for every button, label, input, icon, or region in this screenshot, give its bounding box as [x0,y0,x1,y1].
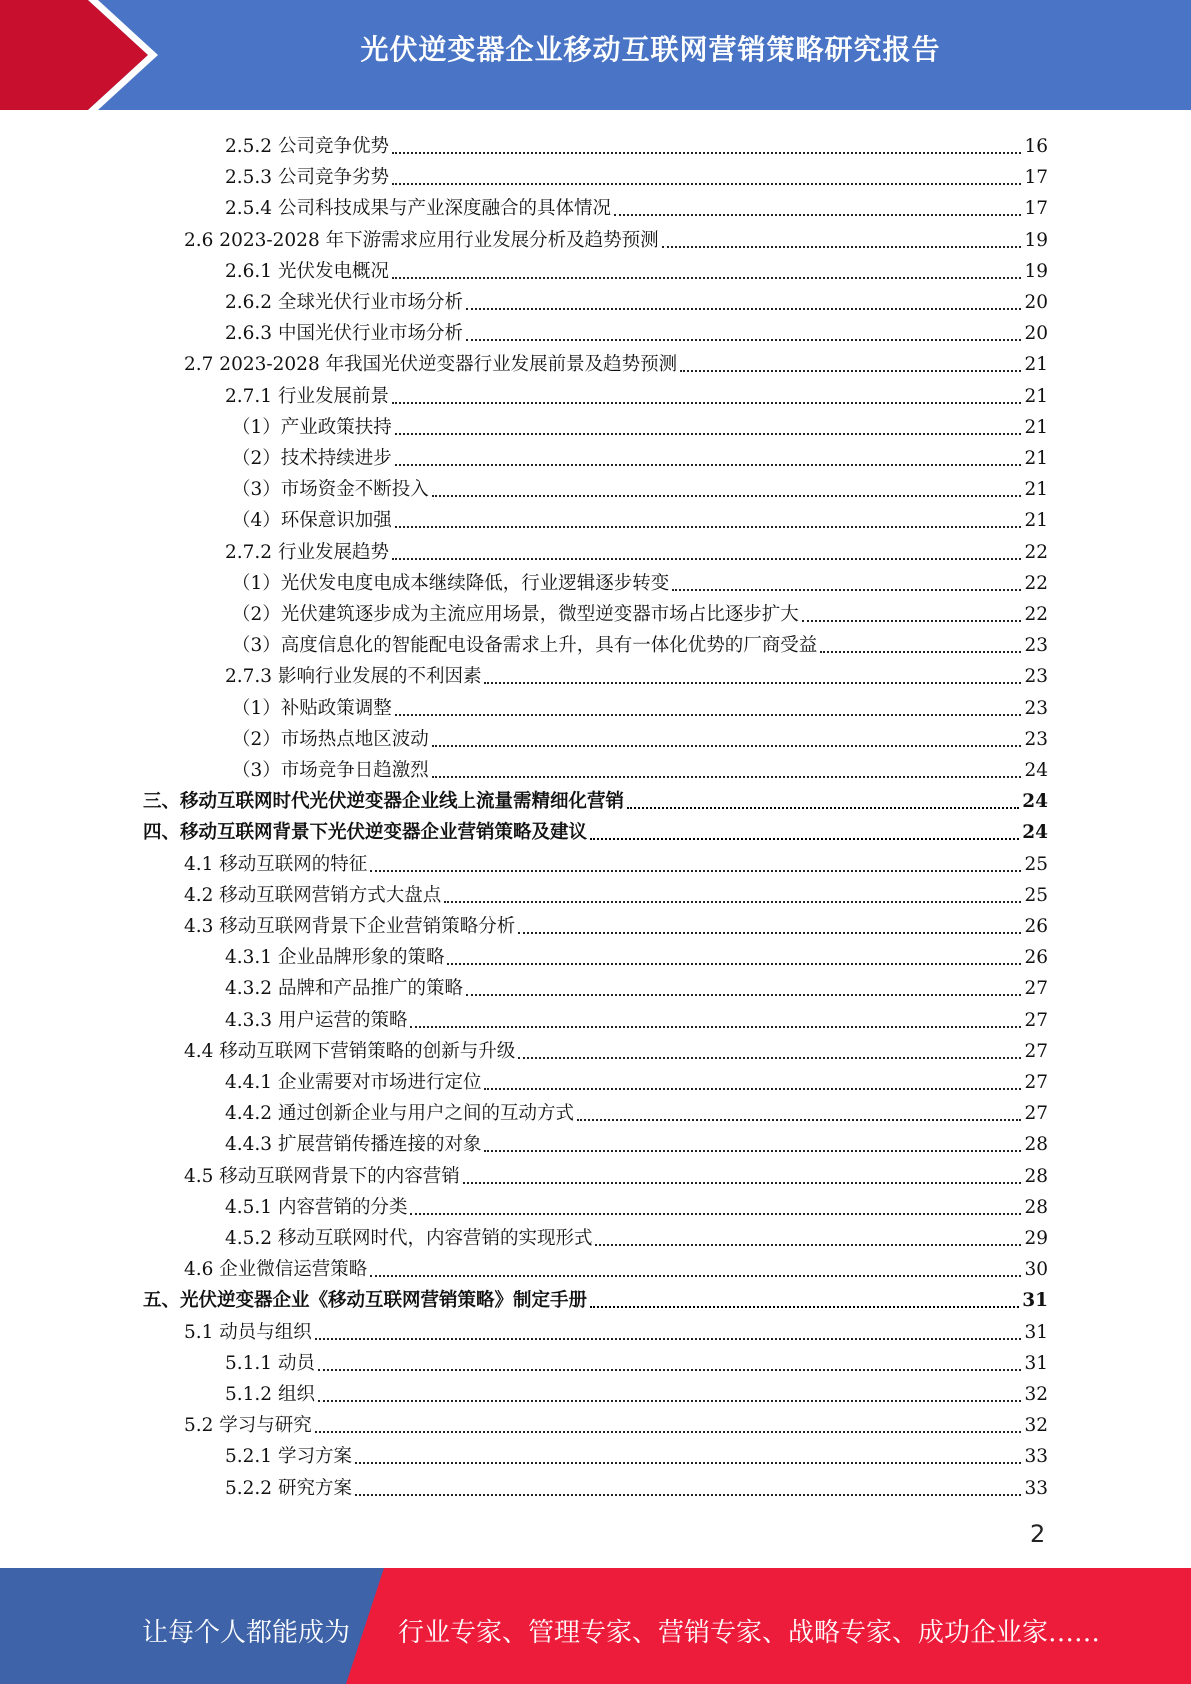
toc-leader-dots [315,1336,1022,1340]
toc-entry-page: 26 [1024,947,1048,969]
toc-entry[interactable] [225,1189,1048,1220]
toc-entry-label: （1）光伏发电度电成本继续降低，行业逻辑逐步转变 [232,572,670,594]
page-header [0,0,1191,110]
toc-entry-label: 2.7.1 行业发展前景 [225,385,389,407]
toc-leader-dots [395,431,1022,435]
toc-entry-page: 23 [1024,728,1048,750]
toc-entry-page: 28 [1024,1134,1048,1156]
toc-entry-label: 4.1 移动互联网的特征 [184,853,368,875]
toc-entry-label: 2.7.3 影响行业发展的不利因素 [225,666,482,688]
toc-leader-dots [447,961,1021,965]
toc-entry-label: 5.1 动员与组织 [184,1321,312,1343]
toc-leader-dots [318,1398,1022,1402]
toc-entry-label: 4.5.2 移动互联网时代，内容营销的实现形式 [225,1228,593,1249]
toc-leader-dots [466,306,1021,310]
toc-entry[interactable] [232,565,1048,596]
toc-entry[interactable] [225,970,1048,1001]
toc-entry-label: 4.3.2 品牌和产品推广的策略 [225,978,463,1000]
toc-entry[interactable] [225,253,1048,284]
toc-entry-page: 33 [1024,1477,1048,1499]
footer-slogan-right: 行业专家、管理专家、营销专家、战略专家、成功企业家…… [398,1618,1101,1648]
toc-entry-label: （2）技术持续进步 [232,448,392,469]
toc-entry-page: 21 [1024,354,1048,376]
toc-leader-dots [315,1429,1022,1433]
toc-leader-dots [395,524,1022,528]
toc-entry-label: 2.6.3 中国光伏行业市场分析 [225,323,463,345]
toc-entry-page: 22 [1024,541,1048,563]
toc-leader-dots [432,743,1022,747]
toc-leader-dots [802,618,1022,622]
toc-leader-dots [395,712,1022,716]
toc-entry-page: 19 [1024,229,1048,251]
toc-entry-label: （1）补贴政策调整 [232,697,392,719]
toc-entry-page: 27 [1024,978,1048,1000]
toc-entry[interactable] [143,814,1048,845]
toc-entry-page: 27 [1024,1072,1048,1093]
toc-entry-label: （2）光伏建筑逐步成为主流应用场景，微型逆变器市场占比逐步扩大 [232,604,799,625]
toc-entry[interactable] [184,908,1048,939]
toc-entry-page: 30 [1024,1259,1048,1281]
toc-entry-label: （4）环保意识加强 [232,510,392,532]
toc-leader-dots [392,556,1021,560]
toc-entry[interactable] [225,315,1048,346]
toc-entry-page: 27 [1024,1040,1048,1062]
toc-entry-page: 20 [1024,292,1048,313]
toc-entry[interactable] [184,346,1048,377]
toc-entry[interactable] [184,222,1048,253]
toc-leader-dots [466,992,1021,996]
toc-entry-label: 5.2.1 学习方案 [225,1446,352,1468]
toc-entry-label: 五、光伏逆变器企业《移动互联网营销策略》制定手册 [143,1290,588,1312]
toc-entry[interactable] [225,1002,1048,1033]
toc-leader-dots [432,774,1022,778]
toc-entry[interactable] [184,1033,1048,1064]
toc-entry-page: 21 [1024,479,1048,501]
toc-leader-dots [484,1086,1021,1090]
toc-entry[interactable] [184,1314,1048,1345]
toc-entry[interactable] [232,596,1048,627]
toc-entry-label: （2）市场热点地区波动 [232,728,429,750]
toc-entry-label: 三、移动互联网时代光伏逆变器企业线上流量需精细化营销 [143,791,625,813]
toc-entry-page: 23 [1024,697,1048,719]
toc-entry[interactable] [225,534,1048,565]
toc-entry-label: 2.7 2023-2028 年我国光伏逆变器行业发展前景及趋势预测 [184,354,678,376]
toc-leader-dots [444,899,1021,903]
toc-entry-label: 2.6.2 全球光伏行业市场分析 [225,292,463,313]
toc-entry-page: 31 [1024,1321,1048,1343]
toc-entry[interactable] [184,1251,1048,1282]
toc-entry-page: 19 [1024,260,1048,282]
toc-entry-page: 26 [1024,916,1048,937]
toc-entry-page: 16 [1024,136,1048,157]
toc-entry-label: 2.7.2 行业发展趋势 [225,541,389,563]
toc-entry-page: 24 [1022,791,1048,813]
toc-entry[interactable] [225,1126,1048,1157]
toc-leader-dots [595,1242,1021,1246]
toc-leader-dots [392,400,1021,404]
toc-entry[interactable] [225,284,1048,315]
toc-leader-dots [662,244,1022,248]
toc-entry-label: 2.5.3 公司竞争劣势 [225,167,389,189]
toc-entry[interactable] [225,658,1048,689]
page-footer [0,1568,1191,1684]
toc-entry-page: 21 [1024,448,1048,469]
toc-leader-dots [370,1273,1021,1277]
toc-leader-dots [318,1367,1022,1371]
toc-entry-page: 32 [1024,1384,1048,1405]
toc-entry[interactable] [232,627,1048,658]
toc-leader-dots [395,462,1022,466]
toc-entry-label: 2.5.2 公司竞争优势 [225,136,389,157]
toc-entry-label: 4.4.1 企业需要对市场进行定位 [225,1072,482,1093]
toc-entry-page: 22 [1024,604,1048,625]
toc-entry-label: （3）高度信息化的智能配电设备需求上升，具有一体化优势的厂商受益 [232,635,818,657]
toc-entry-page: 20 [1024,323,1048,345]
toc-entry-label: 4.4.3 扩展营销传播连接的对象 [225,1134,482,1156]
toc-entry[interactable] [143,1282,1048,1313]
toc-entry[interactable] [143,783,1048,814]
toc-entry-page: 22 [1024,572,1048,594]
toc-leader-dots [463,1180,1022,1184]
toc-entry-page: 17 [1024,167,1048,189]
toc-entry[interactable] [225,939,1048,970]
page-number: 2 [1030,1520,1046,1548]
toc-entry[interactable] [184,1158,1048,1189]
toc-entry[interactable] [232,471,1048,502]
toc-leader-dots [614,212,1021,216]
toc-entry-page: 21 [1024,385,1048,407]
toc-entry-label: 2.6.1 光伏发电概况 [225,260,389,282]
toc-entry-page: 29 [1024,1228,1048,1249]
toc-entry-page: 28 [1024,1196,1048,1218]
toc-entry[interactable] [232,721,1048,752]
toc-leader-dots [518,930,1021,934]
footer-slogan-left: 让每个人都能成为 [142,1618,351,1648]
toc-entry[interactable] [225,159,1048,190]
toc-entry-page: 27 [1024,1103,1048,1125]
toc-leader-dots [370,868,1021,872]
toc-leader-dots [355,1460,1022,1464]
toc-entry[interactable] [225,1220,1048,1251]
toc-entry-label: （1）产业政策扶持 [232,416,392,438]
toc-leader-dots [410,1024,1021,1028]
toc-entry[interactable] [232,690,1048,721]
toc-entry-label: （3）市场竞争日趋激烈 [232,760,429,781]
toc-leader-dots [590,1304,1019,1308]
toc-entry-label: 5.2.2 研究方案 [225,1477,352,1499]
toc-entry-page: 21 [1024,416,1048,438]
toc-entry[interactable] [232,440,1048,471]
toc-entry-page: 32 [1024,1415,1048,1437]
toc-leader-dots [355,1492,1022,1496]
toc-entry[interactable] [225,1376,1048,1407]
toc-leader-dots [410,1211,1021,1215]
toc-entry-label: 5.1.1 动员 [225,1352,315,1374]
toc-entry-label: 4.2 移动互联网营销方式大盘点 [184,884,442,906]
toc-leader-dots [392,150,1021,154]
toc-entry-label: 4.3.1 企业品牌形象的策略 [225,947,445,969]
toc-entry-page: 24 [1022,822,1048,844]
toc-leader-dots [392,181,1021,185]
toc-entry-label: 四、移动互联网背景下光伏逆变器企业营销策略及建议 [143,822,588,844]
toc-leader-dots [672,587,1021,591]
toc-entry-page: 25 [1024,853,1048,875]
toc-entry[interactable] [232,502,1048,533]
toc-entry-label: 5.1.2 组织 [225,1384,315,1405]
toc-leader-dots [392,275,1021,279]
toc-entry-label: 5.2 学习与研究 [184,1415,312,1437]
toc-entry-label: 2.5.4 公司科技成果与产业深度融合的具体情况 [225,198,611,220]
toc-entry[interactable] [225,1064,1048,1095]
toc-leader-dots [518,1055,1021,1059]
toc-entry-page: 23 [1024,666,1048,688]
toc-leader-dots [432,493,1022,497]
toc-leader-dots [680,368,1021,372]
toc-entry-label: 2.6 2023-2028 年下游需求应用行业发展分析及趋势预测 [184,229,659,251]
toc-leader-dots [484,680,1021,684]
toc-entry[interactable] [225,1438,1048,1469]
toc-leader-dots [627,805,1019,809]
toc-leader-dots [466,337,1021,341]
toc-entry-page: 23 [1024,635,1048,657]
toc-leader-dots [820,649,1021,653]
toc-entry[interactable] [184,877,1048,908]
toc-leader-dots [484,1148,1021,1152]
toc-entry-page: 31 [1022,1290,1048,1312]
toc-entry[interactable] [225,128,1048,159]
toc-entry[interactable] [184,846,1048,877]
toc-entry-page: 24 [1024,760,1048,781]
toc-entry[interactable] [225,378,1048,409]
toc-entry-label: 4.5 移动互联网背景下的内容营销 [184,1165,460,1187]
toc-entry-label: 4.5.1 内容营销的分类 [225,1196,408,1218]
toc-entry[interactable] [225,1345,1048,1376]
toc-entry-label: 4.3 移动互联网背景下企业营销策略分析 [184,916,516,937]
toc-entry[interactable] [225,190,1048,221]
toc-entry-label: 4.4.2 通过创新企业与用户之间的互动方式 [225,1103,574,1125]
toc-entry-page: 17 [1024,198,1048,220]
toc-entry[interactable] [232,409,1048,440]
toc-entry-page: 21 [1024,510,1048,532]
toc-entry[interactable] [232,752,1048,783]
toc-entry-page: 28 [1024,1165,1048,1187]
toc-entry-page: 33 [1024,1446,1048,1468]
toc-entry-page: 25 [1024,884,1048,906]
toc-entry-page: 27 [1024,1009,1048,1031]
toc-entry[interactable] [225,1470,1048,1501]
toc-entry-label: 4.3.3 用户运营的策略 [225,1009,408,1031]
toc-entry-label: 4.6 企业微信运营策略 [184,1259,368,1281]
report-title: 光伏逆变器企业移动互联网营销策略研究报告 [360,33,941,66]
toc-entry[interactable] [225,1095,1048,1126]
toc-entry[interactable] [184,1407,1048,1438]
toc-leader-dots [590,836,1019,840]
toc-entry-label: （3）市场资金不断投入 [232,479,429,501]
toc-entry-page: 31 [1024,1352,1048,1374]
toc-entry-label: 4.4 移动互联网下营销策略的创新与升级 [184,1040,516,1062]
toc-leader-dots [577,1117,1021,1121]
